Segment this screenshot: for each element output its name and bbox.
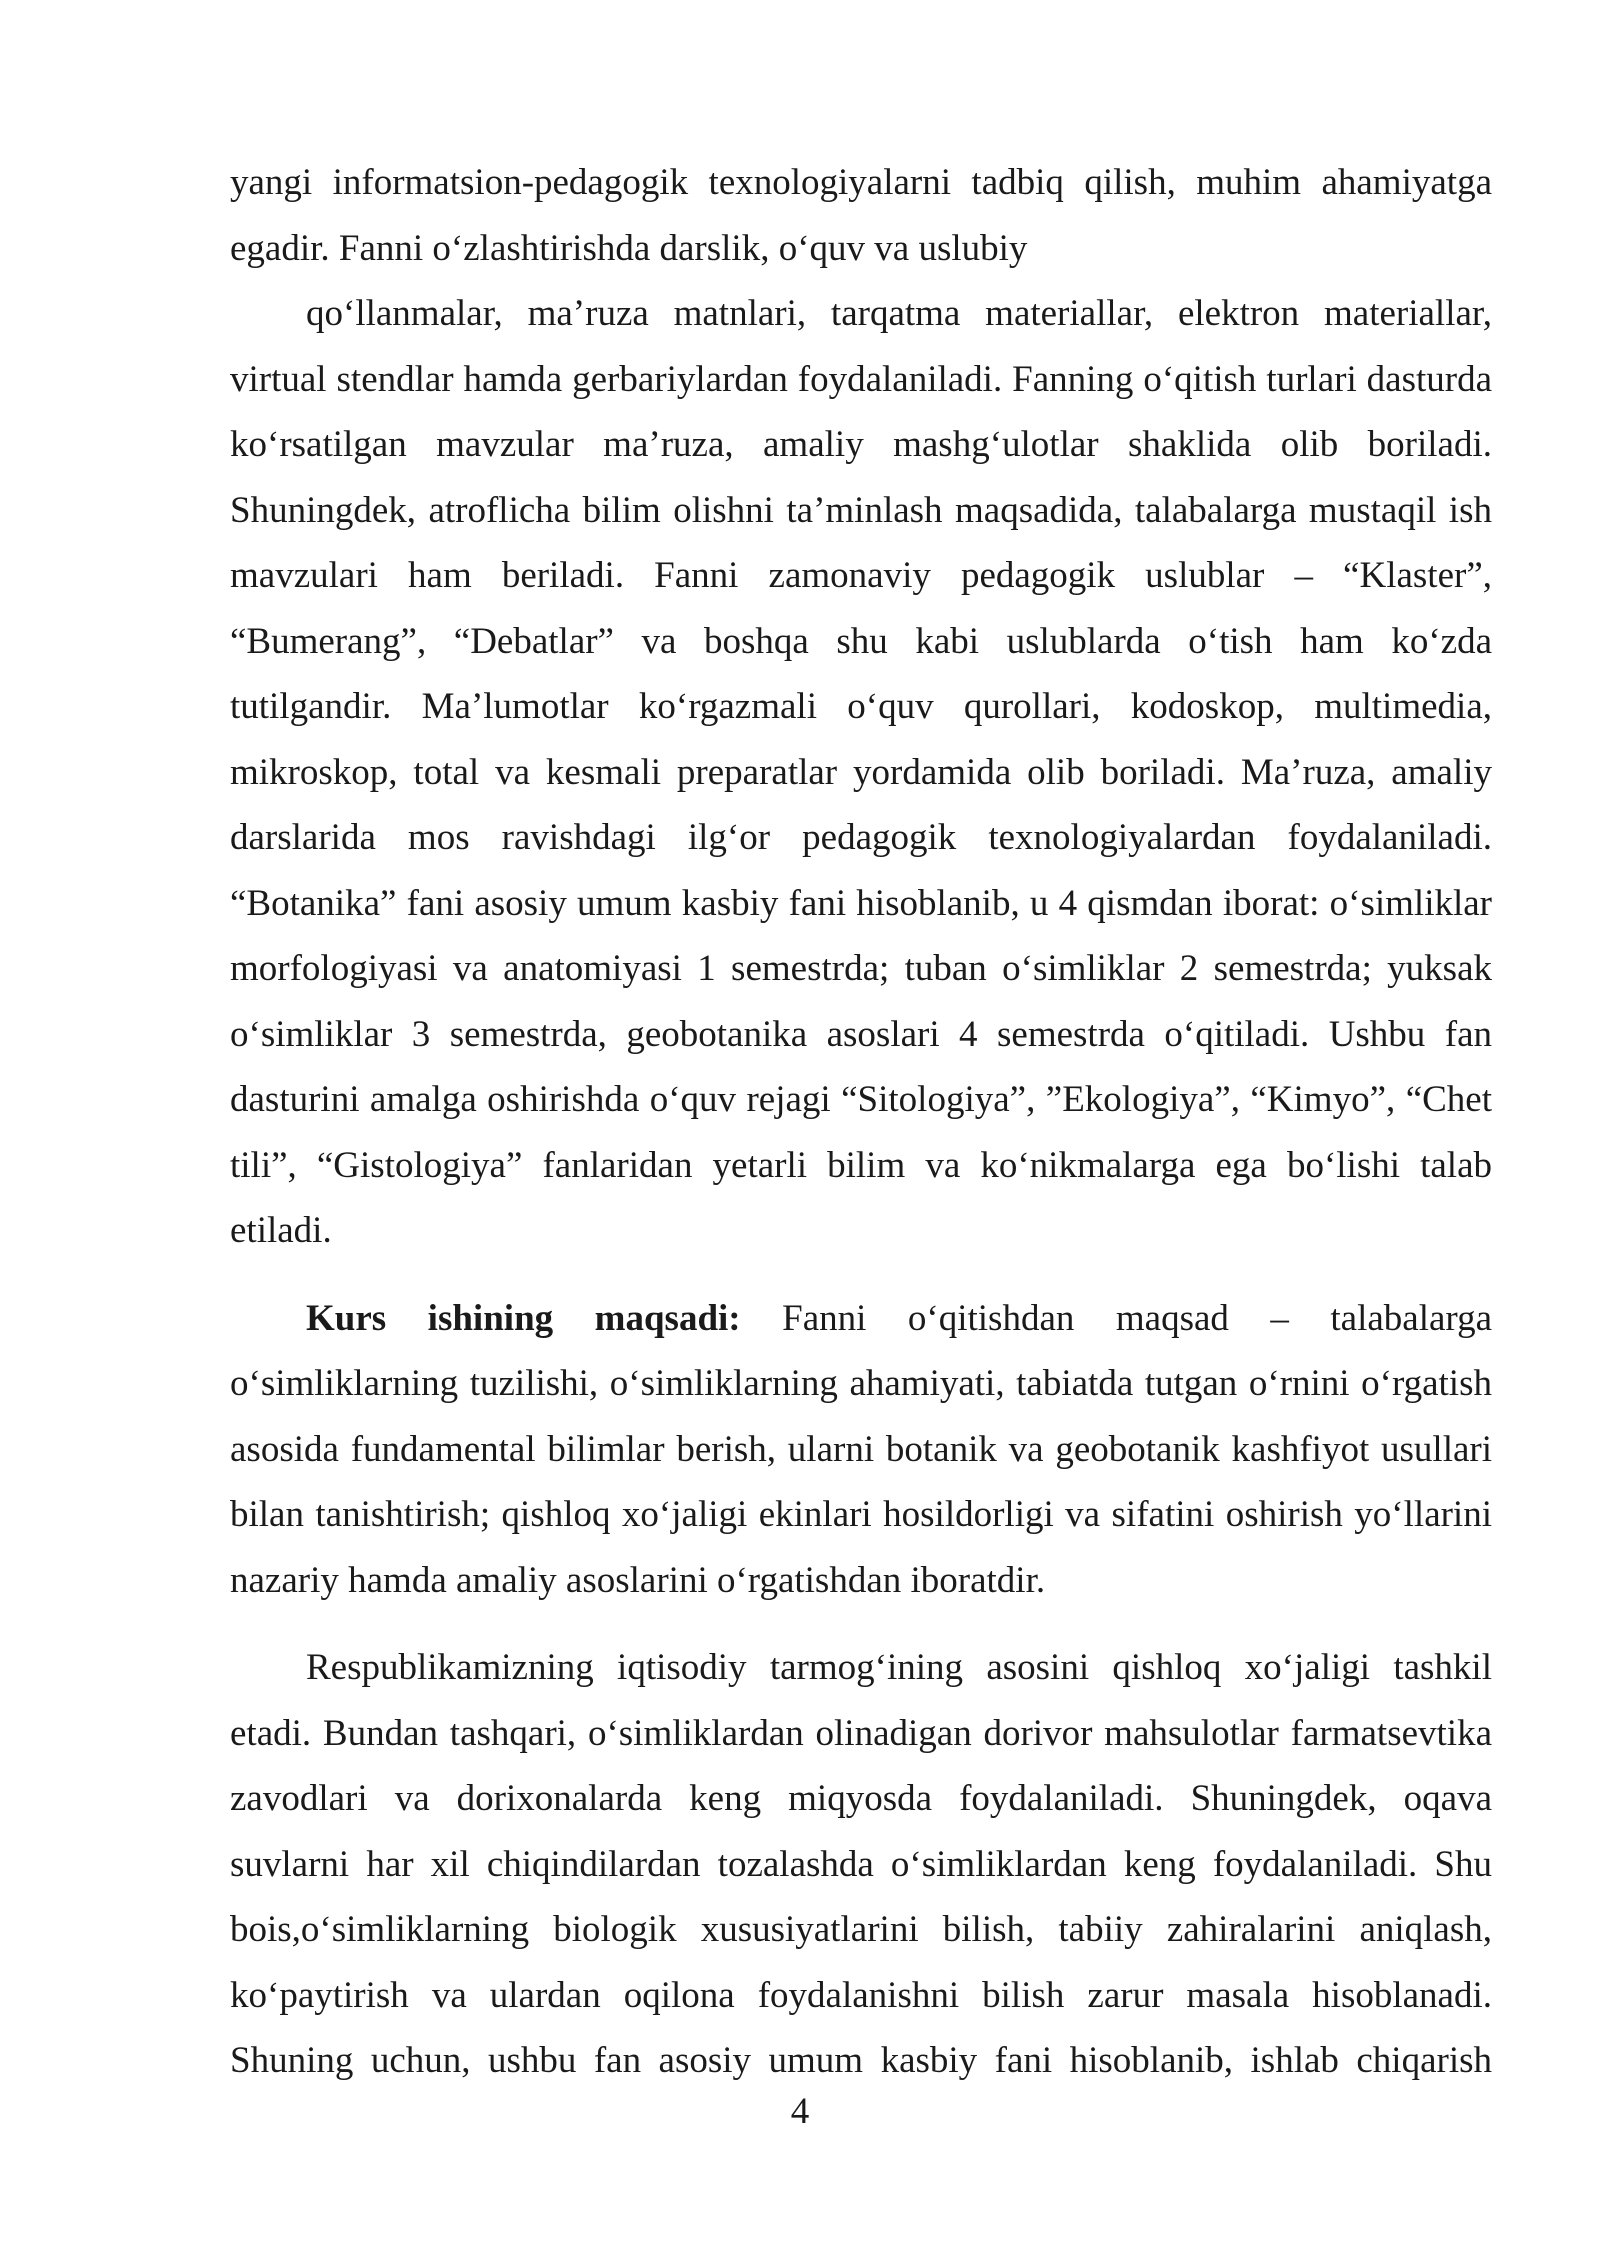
course-goal-heading: Kurs ishining maqsadi: [306,1297,741,1339]
paragraph-continuation: yangi informatsion-pedagogik texnologiyalarni tadbiq qilish, muhim ahamiyatga egadir. Fanni o‘zlashtirishda darslik, o‘quv va uslubiy [230,162,1492,269]
paragraph-economy: Respublikamizning iqtisodiy tarmog‘ining asosini qishloq xo‘jaligi tashkil etadi. Bundan tashqari, o‘simliklardan olinadigan dorivor mahsulotlar farmatsevtika zavodlari va dorixonalarda keng miqyosda foydalaniladi. Shuningdek, oqava suvlarni har xil chiqindilardan tozalashda o‘simliklardan keng foydalaniladi. Shu bois,o‘simliklarning biologik xususiyatlarini bilish, tabiiy zahiralarini aniqlash, ko‘paytirish va ulardan oqilona foydalanishni bilish zarur masala hisoblanadi. Shuning uchun, ushbu fan asosiy umum kasbiy fani hisoblanib, ishlab chiqarish [230,1647,1492,2081]
document-page [230,150,1492,2094]
page-number: 4 [790,2091,810,2132]
paragraph-teaching-methods: qo‘llanmalar, ma’ruza matnlari, tarqatma materiallar, elektron materiallar, virtual stendlar hamda gerbariylardan foydalaniladi. Fanning o‘qitish turlari dasturda ko‘rsatilgan mavzular ma’ruza, amaliy mashg‘ulotlar shaklida olib boriladi. Shuningdek, atroflicha bilim olishni ta’minlash maqsadida, talabalarga mustaqil ish mavzulari ham beriladi. Fanni zamonaviy pedagogik uslublar – “Klaster”, “Bumerang”, “Debatlar” va boshqa shu kabi uslublarda o‘tish ham ko‘zda tutilgandir. Ma’lumotlar ko‘rgazmali o‘quv qurollari, kodoskop, multimedia, mikroskop, total va kesmali preparatlar yordamida olib boriladi. Ma’ruza, amaliy darslarida mos ravishdagi ilg‘or pedagogik texnologiyalardan foydalaniladi. “Botanika” fani asosiy umum kasbiy fani hisoblanib, u 4 qismdan iborat: o‘simliklar morfologiyasi va anatomiyasi 1 semestrda; tuban o‘simliklar 2 semestrda; yuksak o‘simliklar 3 semestrda, geobotanika asoslari 4 semestrda o‘qitiladi. Ushbu fan dasturini amalga oshirishda o‘quv rejagi “Sitologiya”, ”Ekologiya”, “Kimyo”, “Chet tili”, “Gistologiya” fanlaridan yetarli bilim va ko‘nikmalarga ega bo‘lishi talab etiladi. [230,293,1492,1251]
course-goal-body: Fanni o‘qitishdan maqsad – talabalarga o‘simliklarning tuzilishi, o‘simliklarning ahamiyati, tabiatda tutgan o‘rnini o‘rgatish asosida fundamental bilimlar berish, ularni botanik va geobotanik kashfiyot usullari bilan tanishtirish; qishloq xo‘jaligi ekinlari hosildorligi va sifatini oshirish yo‘llarini nazariy hamda amaliy asoslarini o‘rgatishdan iboratdir. [230,1297,1492,1601]
paragraph-course-goal [230,1286,1492,1614]
